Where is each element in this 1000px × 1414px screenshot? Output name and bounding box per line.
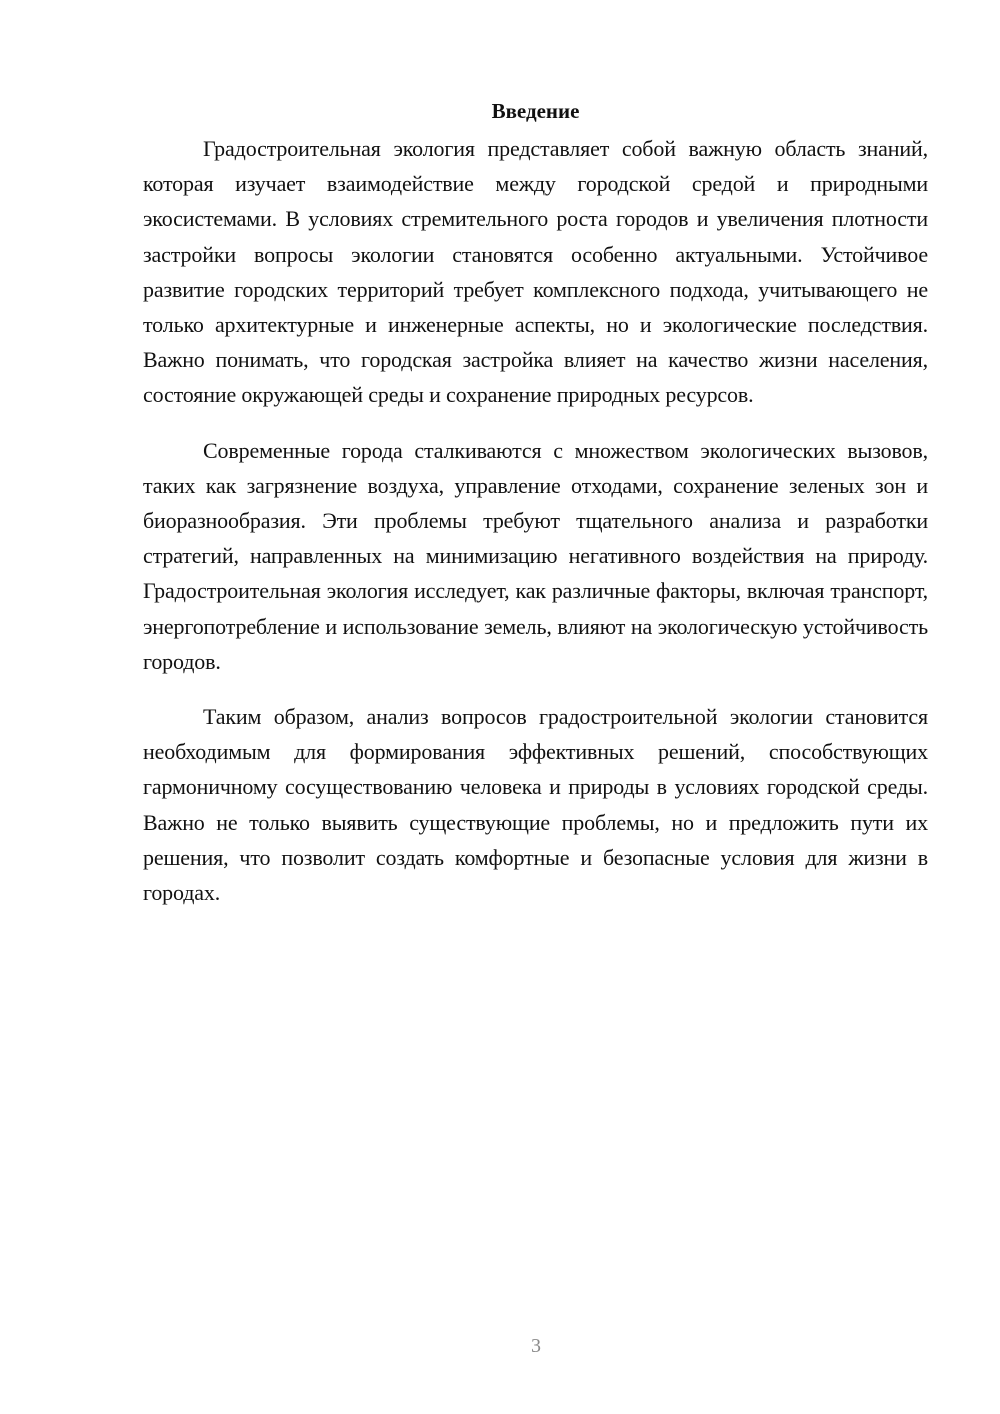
paragraph-challenges: Современные города сталкиваются с множеством экологических вызовов, таких как загрязнение воздуха, управление отходами, сохранение зеленых зон и биоразнообразия. Эти проблемы требуют тщательного анализа и разработки стратегий, направленных на минимизацию негативного воздействия на природу. Градостроительная экология исследует, как различные факторы, включая транспорт, энергопотребление и использование земель, влияют на экологическую устойчивость городов. (143, 437, 928, 674)
section-title: Введение (491, 99, 580, 123)
paragraph-conclusion: Таким образом, анализ вопросов градостроительной экологии становится необходимым для формирования эффективных решений, способствующих гармоничному сосуществованию человека и природы в условиях городской среды. Важно не только выявить существующие проблемы, но и предложить пути их решения, что позволит создать комфортные и безопасные условия для жизни в городах. (143, 704, 928, 906)
paragraph-intro: Градостроительная экология представляет собой важную область знаний, которая изучает взаимодействие между городской средой и природными экосистемами. В условиях стремительного роста городов и увеличения плотности застройки вопросы экологии становятся особенно актуальными. Устойчивое развитие городских территорий требует комплексного подхода, учитывающего не только архитектурные и инженерные аспекты, но и экологические последствия. Важно понимать, что городская застройка влияет на качество жизни населения, состояние окружающей среды и сохранение природных ресурсов. (143, 136, 928, 408)
page-content (143, 96, 928, 930)
page-number: 3 (531, 1335, 541, 1357)
